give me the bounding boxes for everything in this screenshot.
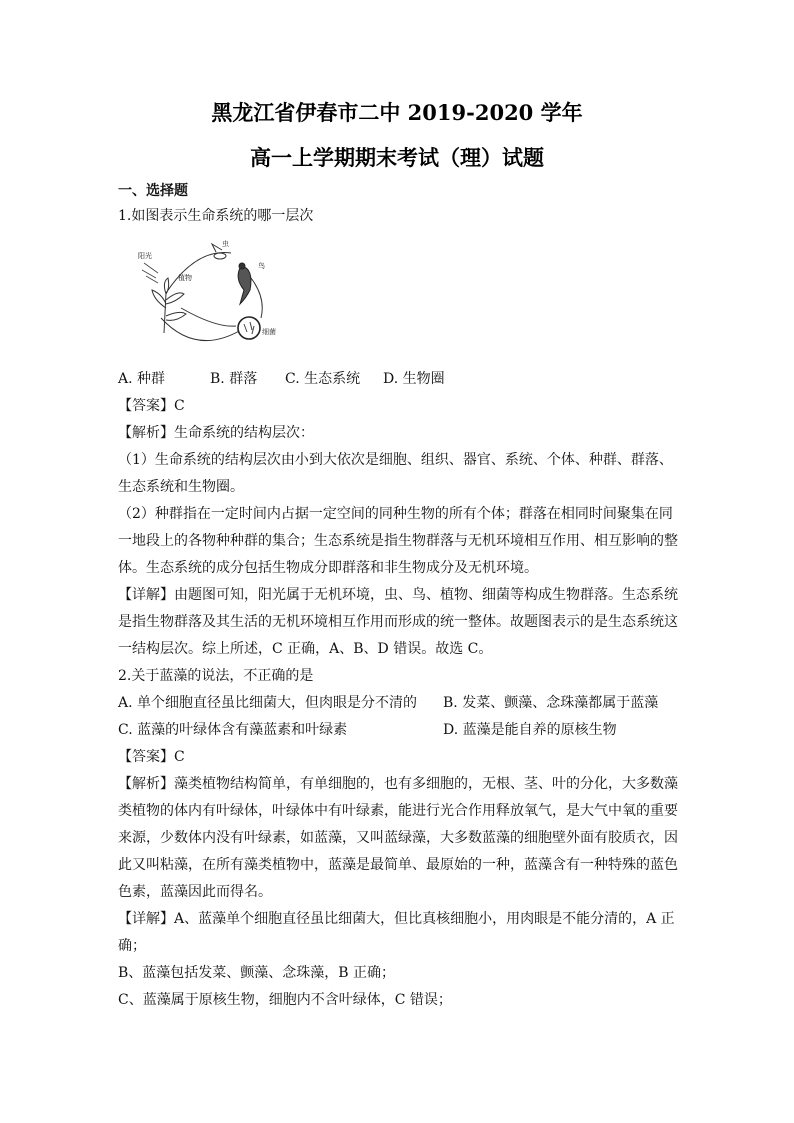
q1-stem: 1.如图表示生命系统的哪一层次: [118, 208, 314, 224]
q1-option-a: A. 种群: [118, 371, 166, 387]
q2-stem: 2.关于蓝藻的说法，不正确的是: [118, 668, 314, 684]
bird-icon: [238, 263, 251, 304]
q2-option-c: C. 蓝藻的叶绿体含有藻蓝素和叶绿素: [118, 722, 348, 738]
arrow-bacteria-to-plant: [161, 318, 241, 341]
label-plant: 植物: [178, 274, 192, 282]
q2-detail-line: C、蓝藻属于原核生物，细胞内不含叶绿体，C 错误；: [118, 992, 452, 1008]
q2-analysis-line: 类植物的体内有叶绿体，叶绿体中有叶绿素，能进行光合作用释放氧气，是大气中氧的重要: [118, 803, 678, 819]
ecosystem-diagram: [136, 238, 276, 353]
q2-answer: 【答案】C: [118, 749, 185, 765]
q2-analysis-line: 【解析】藻类植物结构简单，有单细胞的，也有多细胞的，无根、茎、叶的分化，大多数藻: [118, 776, 678, 792]
label-insect: 虫: [222, 240, 229, 248]
q1-detail-line: 一结构层次。综上所述，C 正确，A、B、D 错误。故选 C。: [118, 641, 493, 657]
q2-detail-line: B、蓝藻包括发菜、颤藻、念珠藻，B 正确；: [118, 965, 396, 981]
q1-option-c: C. 生态系统: [285, 371, 361, 387]
q1-detail-line: 【详解】由题图可知，阳光属于无机环境，虫、鸟、植物、细菌等构成生物群落。生态系统: [118, 587, 678, 603]
q1-analysis-line: 【解析】生命系统的结构层次：: [118, 425, 314, 441]
q2-option-b: B. 发菜、颤藻、念珠藻都属于蓝藻: [443, 695, 659, 711]
label-bacteria: 细菌: [262, 328, 276, 336]
q1-analysis-line: （1）生命系统的结构层次由小到大依次是细胞、组织、器官、系统、个体、种群、群落、: [118, 452, 673, 468]
q1-analysis-line: 体。生态系统的成分包括生物成分即群落和非生物成分及无机环境。: [118, 560, 538, 576]
q2-analysis-line: 色素，蓝藻因此而得名。: [118, 884, 272, 900]
q1-detail-line: 是指生物群落及其生活的无机环境相互作用而形成的统一整体。故题图表示的是生态系统这: [118, 614, 678, 630]
q2-option-a: A. 单个细胞直径虽比细菌大，但肉眼是分不清的: [118, 695, 418, 711]
q1-option-b: B. 群落: [210, 371, 258, 387]
q1-option-d: D. 生物圈: [383, 371, 445, 387]
q1-analysis-line: （2）种群指在一定时间内占据一定空间的同种生物的所有个体；群落在相同时间聚集在同: [118, 506, 673, 522]
q2-analysis-line: 此又叫粘藻，在所有藻类植物中，蓝藻是最简单、最原始的一种，蓝藻含有一种特殊的蓝色: [118, 857, 678, 873]
arrow-bird-to-bacteria: [251, 278, 262, 318]
q2-analysis-line: 来源，少数体内没有叶绿素，如蓝藻，又叫蓝绿藻，大多数蓝藻的细胞壁外面有胶质衣，因: [118, 830, 678, 846]
bacteria-icon: [238, 317, 260, 339]
sunlight-rays: [142, 263, 158, 283]
arrow-plant-to-bacteria: [181, 308, 236, 326]
section-heading: 一、选择题: [118, 183, 188, 199]
label-bird: 鸟: [258, 262, 265, 270]
plant-icon: [152, 278, 186, 333]
q1-answer: 【答案】C: [118, 398, 185, 414]
document-title-line2: 高一上学期期末考试（理）试题: [250, 145, 544, 170]
q2-option-d: D. 蓝藻是能自养的原核生物: [443, 722, 617, 738]
q2-detail-line: 确；: [118, 938, 146, 954]
label-sunlight: 阳光: [138, 252, 152, 260]
document-title-line1: 黑龙江省伊春市二中 2019-2020 学年: [211, 100, 583, 125]
q2-detail-line: 【详解】A、蓝藻单个细胞直径虽比细菌大，但比真核细胞小，用肉眼是不能分清的，A 正: [118, 911, 675, 927]
q1-analysis-line: 生态系统和生物圈。: [118, 479, 244, 495]
q1-analysis-line: 一地段上的各物种种群的集合；生态系统是指生物群落与无机环境相互作用、相互影响的整: [118, 533, 678, 549]
